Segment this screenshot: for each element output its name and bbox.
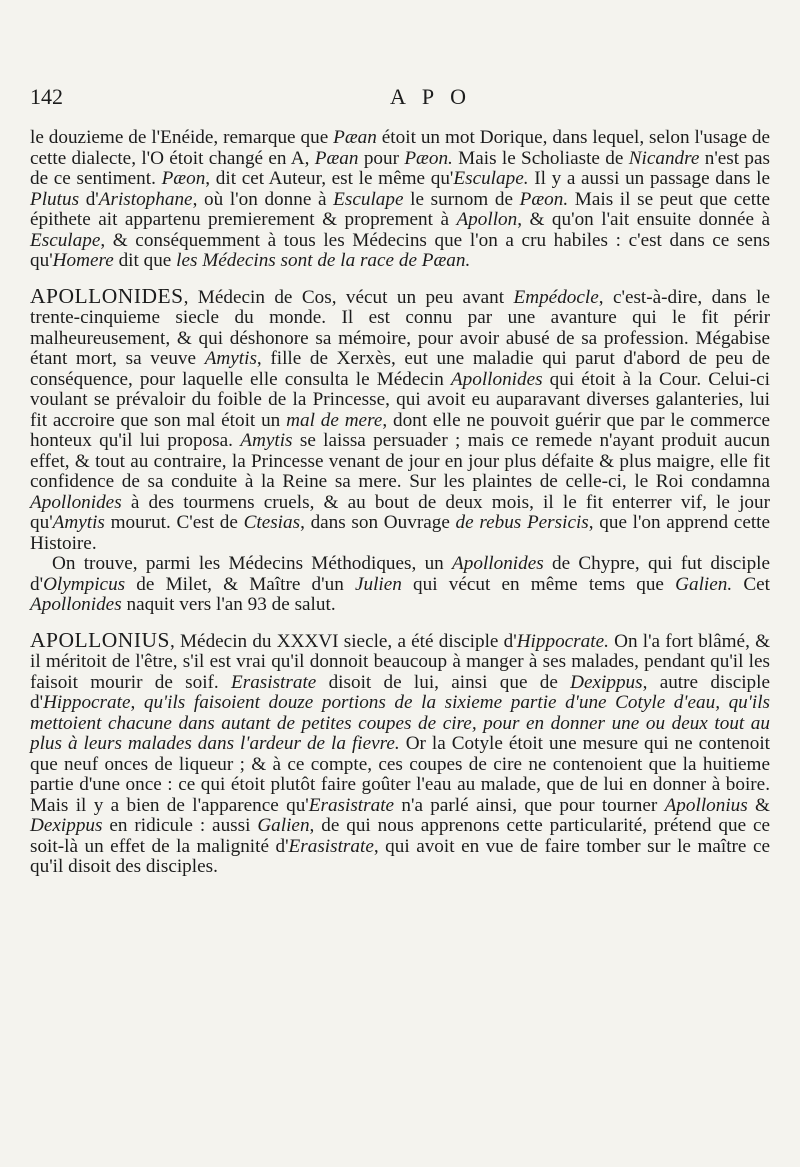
italic-term: Apollonides <box>450 368 543 390</box>
italic-term: Amytis <box>240 430 293 451</box>
text-span: pour <box>358 147 405 169</box>
italic-term: Apollon <box>456 209 518 230</box>
italic-term: Pæon. <box>404 147 453 169</box>
italic-term: Esculape. <box>453 168 529 189</box>
italic-term: Erasistrate <box>231 671 317 693</box>
italic-term: Aristophane <box>98 188 193 210</box>
text-span: , qui avoit en vue de faire tomber sur le maître ce qu'il disoit des disciples. <box>30 835 771 877</box>
italic-term: mal de mere <box>286 409 383 431</box>
text-span: disoit de lui, ainsi que de <box>316 671 571 693</box>
text-span: , autre disciple d' <box>30 671 770 713</box>
text-span: Or la Cotyle étoit une mesure qui ne contenoit que neuf onces de liqueur ; & à ce compte, ces coupes de cire ne contenoient que la huitieme partie d'une once : ce qui étoit plutôt faire goûter l'eau au malade, que de lui en donner à boire. Mais il y a bien de l'apparence qu' <box>30 733 770 816</box>
italic-term: Hippocrate <box>43 692 131 713</box>
text-span: , & qu'on l'ait ensuite donnée à <box>517 209 770 230</box>
text-span: , dans son Ouvrage <box>300 512 456 533</box>
text-span: de Milet, & Maître d'un <box>125 573 355 595</box>
text-span: naquit vers l'an 93 de salut. <box>121 594 336 615</box>
italic-term: Apollonides <box>30 491 122 513</box>
text-span: , que l'on apprend cette Histoire. <box>30 512 771 554</box>
text-span: , Médecin de Cos, vécut un peu avant <box>183 286 514 308</box>
entry-apollonides <box>30 283 771 555</box>
text-span: , où l'on donne à <box>192 188 334 210</box>
italic-term: Erasistrate <box>288 835 374 857</box>
text-span: , fille de Xerxès, eut une maladie qui parut d'abord de peu de conséquence, pour laquelle elle consulta le Médecin <box>30 348 771 390</box>
text-span: , dit cet Auteur, est le même qu' <box>205 168 454 189</box>
text-span: On l'a fort blâmé, & il méritoit de l'être, s'il est vrai qu'il donnoit beaucoup à manger à ses malades, pendant qu'il les faisoit mourir de soif. <box>30 630 771 693</box>
italic-term: Erasistrate <box>308 794 395 816</box>
text-span: à des tourmens cruels, & au bout de deux mois, il le fit enterrer vif, le jour qu' <box>30 491 770 533</box>
text-span: , c'est-à-dire, dans le trente-cinquieme siecle du monde. Il est connu par une avanture qui le fit périr malheureusement, & qui déshonore sa mémoire, pour avoir abusé de sa profession. Mégabise étant mort, sa veuve <box>30 286 770 369</box>
text-span: qui étoit à la Cour. Celui-ci voulant se prévaloir du foible de la Princesse, qui avoit eu auparavant diverses galanteries, lui fit accroire que son mal étoit un <box>30 368 771 431</box>
page-header <box>30 84 770 114</box>
text-span: Mais le Scholiaste de <box>452 147 629 169</box>
text-span: le douzieme de l'Enéide, remarque que <box>30 127 334 148</box>
italic-term: Dexippus <box>30 815 103 836</box>
running-head: APO <box>390 84 483 109</box>
text-span: , Médecin du XXXVI siecle, a été disciple d' <box>169 630 517 652</box>
body-text <box>30 128 770 878</box>
text-span: , & conséquemment à tous les Médecins que l'on a cru habiles : c'est dans ce sens qu' <box>30 229 770 271</box>
italic-term: Olympicus <box>43 573 126 595</box>
italic-term: Nicandre <box>628 147 700 169</box>
italic-term: Plutus <box>30 188 80 210</box>
entry-apollonius <box>30 627 771 878</box>
italic-term: Amytis <box>52 512 105 533</box>
italic-term: Julien <box>354 573 402 595</box>
text-span: Il y a aussi un passage dans le <box>528 168 770 189</box>
italic-quote: qu'ils faisoient douze portions de la sixieme partie d'une Cotyle d'eau, qu'ils mettoient chacune dans autant de petites coupes de cire, pour en donner une ou deux tout au plus à leurs malades dans l'ardeur de la fievre. <box>30 692 770 754</box>
text-span: se laissa persuader ; mais ce remede n'ayant produit aucun effet, & tout au contraire, la Princesse venant de jour en jour plus défaite & plus maigre, elle fit confidence de sa conduite à la Reine sa mere. Sur les plaintes de celle-ci, le Roi condamna <box>30 430 770 492</box>
italic-term: Pæan <box>333 127 377 148</box>
text-span: On trouve, parmi les Médecins Méthodiques, un <box>52 553 453 574</box>
italic-term: Apollonius <box>664 794 748 816</box>
text-span: dit que <box>113 250 177 271</box>
entry-headword: APOLLONIUS <box>30 627 170 652</box>
text-span: , <box>130 692 144 713</box>
text-span: qui vécut en même tems que <box>401 573 676 595</box>
text-span: d' <box>79 188 99 210</box>
italic-term: Ctesias <box>243 512 301 533</box>
italic-term: Apollonides <box>452 553 544 574</box>
italic-term: les Médecins sont de la race de Pæan. <box>176 250 471 271</box>
italic-term: Amytis <box>204 348 257 369</box>
italic-term: Esculape <box>333 188 404 210</box>
text-span: & <box>747 794 770 816</box>
italic-term: Hippocrate. <box>516 630 609 652</box>
page-number: 142 <box>30 84 63 109</box>
italic-term: Homere <box>52 250 114 271</box>
italic-term: Pæon <box>161 168 206 189</box>
text-span: n'est pas de ce sentiment. <box>30 147 771 189</box>
italic-term: Empédocle <box>513 286 599 308</box>
italic-term: Pæon. <box>519 188 569 210</box>
text-span: de Chypre, qui fut disciple d' <box>30 553 771 595</box>
italic-term: Apollonides <box>30 594 122 615</box>
text-span: étoit un mot Dorique, dans lequel, selon l'usage de cette dialecte, l'O étoit changé en A, <box>30 127 770 169</box>
text-span: Mais il se peut que cette épithete ait appartenu premierement & proprement à <box>30 188 770 230</box>
entry-headword: APOLLONIDES <box>30 283 184 308</box>
text-span: , dont elle ne pouvoit guérir que par le commerce honteux qu'il lui proposa. <box>30 409 770 451</box>
text-span: en ridicule : aussi <box>102 815 258 836</box>
italic-term: Dexippus <box>570 671 643 693</box>
text-span: , de qui nous apprenons cette particularité, prétend que ce soit-là un effet de la malignité d' <box>30 815 770 857</box>
paragraph-apollonides-chypre <box>30 554 770 616</box>
text-span: le surnom de <box>403 188 520 210</box>
text-span: n'a parlé ainsi, que pour tourner <box>394 794 665 816</box>
italic-term: Esculape <box>30 229 101 251</box>
italic-term: de rebus Persicis <box>455 512 589 533</box>
paragraph-paean <box>30 128 770 272</box>
text-span: Cet <box>732 573 770 595</box>
text-span: mourut. C'est de <box>104 512 244 533</box>
italic-term: Galien <box>257 815 310 836</box>
italic-term: Pæan <box>314 147 359 169</box>
italic-term: Galien. <box>675 573 733 595</box>
